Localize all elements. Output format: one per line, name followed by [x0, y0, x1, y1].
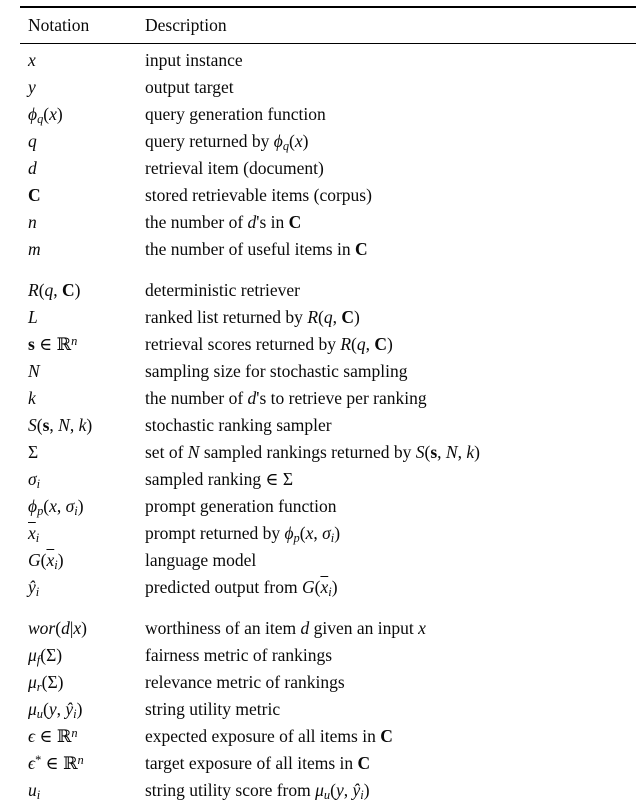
- description-cell: expected exposure of all items in C: [145, 726, 393, 746]
- header-description: Description: [145, 15, 227, 35]
- table-row: [20, 304, 636, 331]
- group-gap: [20, 601, 636, 615]
- notation-cell: q: [28, 131, 37, 151]
- table-row: [20, 182, 636, 209]
- notation-cell: ϵ ∈ ℝ$^n$: [28, 726, 78, 746]
- table-row: [20, 466, 636, 493]
- table-row: [20, 385, 636, 412]
- description-cell: query generation function: [145, 104, 326, 124]
- notation-cell: m: [28, 239, 41, 259]
- table-row: [20, 74, 636, 101]
- table-row: [20, 723, 636, 750]
- description-cell: prompt generation function: [145, 496, 337, 516]
- table-row: [20, 358, 636, 385]
- notation-cell: ϵ* ∈ ℝ$^n$: [28, 753, 84, 773]
- table-row: [20, 47, 636, 74]
- notation-cell: n: [28, 212, 37, 232]
- table-row: [20, 236, 636, 263]
- notation-cell: $\mu_r(\Sigma)$: [28, 672, 64, 695]
- group-gap: [20, 263, 636, 277]
- description-cell: prompt returned by $\phi_p(x$, $\sigma_i$): [145, 523, 341, 546]
- notation-cell: $ŷ_i$: [28, 577, 40, 600]
- table-row: [20, 128, 636, 155]
- notation-cell: $\sigma_i$: [28, 469, 41, 492]
- notation-table: [20, 6, 636, 804]
- description-cell: input instance: [145, 50, 243, 70]
- description-cell: the number of d's to retrieve per ranking: [145, 388, 427, 408]
- description-cell: sampling size for stochastic sampling: [145, 361, 408, 381]
- notation-cell: $\mu_u(y$, $ŷ_i$): [28, 699, 83, 722]
- description-cell: the number of d's in C: [145, 212, 302, 232]
- description-cell: worthiness of an item d given an input x: [145, 618, 426, 638]
- notation-cell: R(q, C): [28, 280, 81, 300]
- table-row: [20, 696, 636, 723]
- table-row: [20, 642, 636, 669]
- description-cell: language model: [145, 550, 257, 570]
- description-cell: query returned by $\phi_q(x)$: [145, 131, 309, 154]
- table-row: [20, 331, 636, 358]
- table-row: [20, 777, 636, 804]
- table-row: [20, 101, 636, 128]
- notation-cell: $G(\overline{x}_i)$: [28, 550, 64, 573]
- table-row: [20, 155, 636, 182]
- description-cell: retrieval item (document): [145, 158, 324, 178]
- notation-cell: C: [28, 185, 41, 205]
- table-row: [20, 209, 636, 236]
- notation-cell: d: [28, 158, 37, 178]
- description-cell: relevance metric of rankings: [145, 672, 345, 692]
- notation-cell: s ∈ ℝ$^n$: [28, 334, 78, 354]
- notation-cell: S(s, N, k): [28, 415, 93, 435]
- table-row: [20, 520, 636, 547]
- description-cell: predicted output from $G(\overline{x}_i)$: [145, 577, 338, 600]
- description-cell: set of N sampled rankings returned by S(s, N, k): [145, 442, 480, 462]
- notation-cell: y: [28, 77, 36, 97]
- table-row: [20, 669, 636, 696]
- notation-cell: N: [28, 361, 40, 381]
- table-row: [20, 547, 636, 574]
- notation-cell: x: [28, 50, 36, 70]
- table-body: [20, 44, 636, 804]
- description-cell: fairness metric of rankings: [145, 645, 333, 665]
- description-cell: sampled ranking ∈ Σ: [145, 469, 294, 489]
- description-cell: output target: [145, 77, 234, 97]
- table-row: [20, 493, 636, 520]
- table-header-row: [20, 8, 636, 43]
- table-row: [20, 277, 636, 304]
- description-cell: ranked list returned by R(q, C): [145, 307, 360, 327]
- notation-cell: Σ: [28, 442, 39, 462]
- notation-cell: $\phi_p(x$, $\sigma_i$): [28, 496, 84, 519]
- table-row: [20, 615, 636, 642]
- description-cell: string utility score from $\mu_u(y$, $ŷ_i$): [145, 780, 370, 803]
- notation-cell: $\overline{x}_i$: [28, 523, 40, 546]
- description-cell: deterministic retriever: [145, 280, 300, 300]
- notation-cell: $u_i$: [28, 780, 41, 803]
- description-cell: stochastic ranking sampler: [145, 415, 332, 435]
- header-notation: Notation: [28, 15, 90, 35]
- notation-cell: L: [28, 307, 38, 327]
- notation-cell: $\phi_q(x)$: [28, 104, 63, 127]
- description-cell: string utility metric: [145, 699, 281, 719]
- description-cell: target exposure of all items in C: [145, 753, 371, 773]
- notation-cell: wor(d|x): [28, 618, 87, 638]
- table-row: [20, 439, 636, 466]
- description-cell: stored retrievable items (corpus): [145, 185, 372, 205]
- notation-cell: k: [28, 388, 36, 408]
- table-row: [20, 412, 636, 439]
- table-row: [20, 574, 636, 601]
- table-row: [20, 750, 636, 777]
- notation-cell: $\mu_f(\Sigma)$: [28, 645, 63, 668]
- description-cell: the number of useful items in C: [145, 239, 368, 259]
- description-cell: retrieval scores returned by R(q, C): [145, 334, 393, 354]
